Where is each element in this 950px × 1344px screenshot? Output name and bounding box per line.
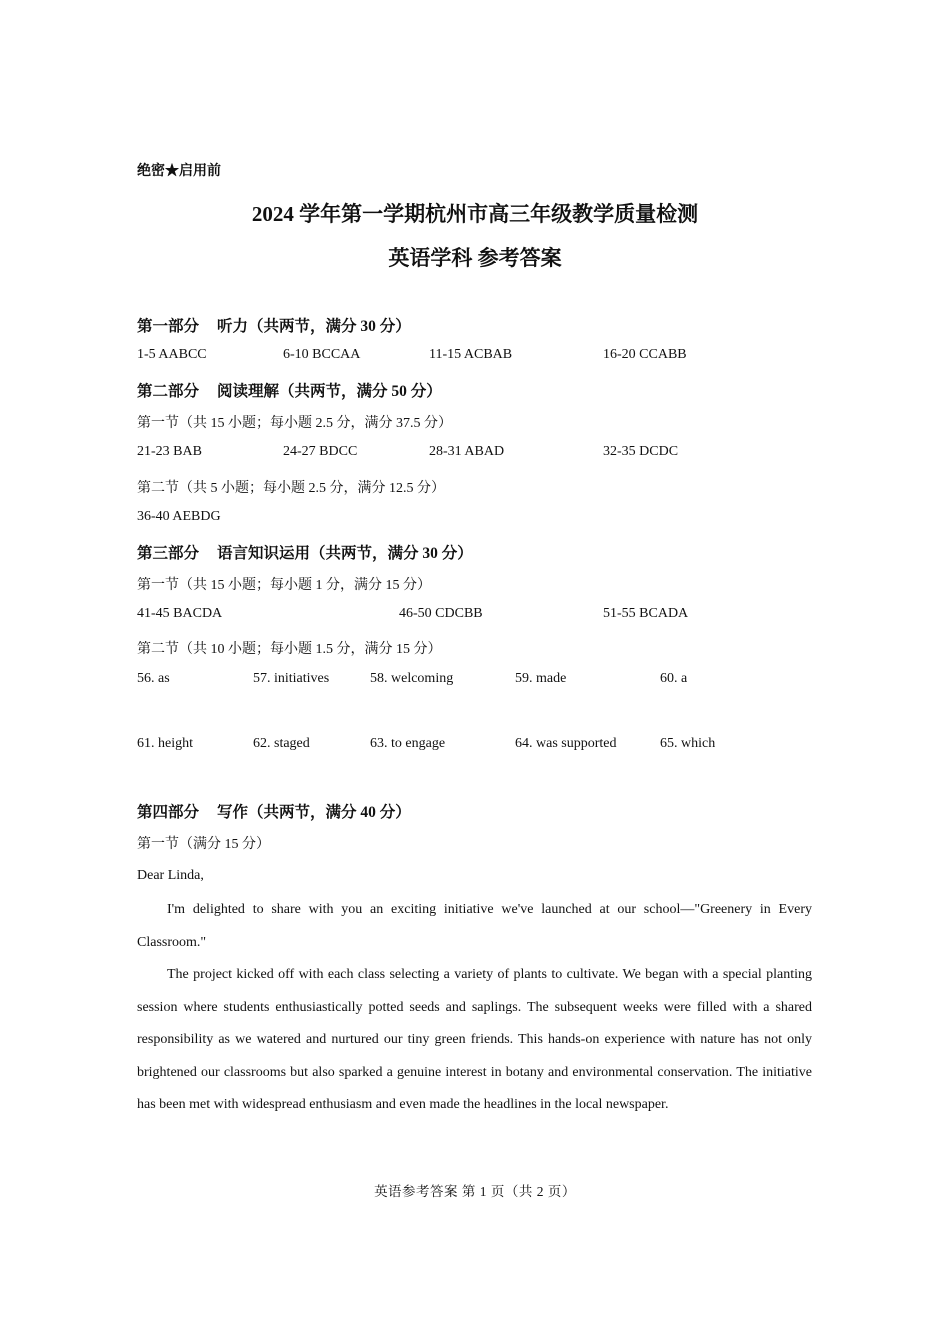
part3-section2-label: 第二节（共 10 小题；每小题 1.5 分，满分 15 分） — [137, 642, 442, 657]
part2-section1-label: 第一节（共 15 小题；每小题 2.5 分，满分 37.5 分） — [137, 416, 452, 431]
answer-cell: 1-5 AABCC — [137, 347, 207, 362]
answer-cell: 64. was supported — [515, 736, 617, 751]
part2-section1-answer-row — [0, 444, 950, 464]
part3-section2-answer-row-1 — [0, 671, 950, 691]
answer-cell: 56. as — [137, 671, 170, 686]
letter-paragraph: The project kicked off with each class selecting a variety of plants to cultivate. We began with a special planting session where students enthusiastically potted seeds and saplings. The subsequent weeks were filled with a shared responsibility as we watered and nurtured our tiny green friends. This hands-on experience with nature has not only brightened our classrooms but also sparked a genuine interest in botany and environmental conservation. The initiative has been met with widespread enthusiasm and even made the headlines in the local newspaper. — [137, 967, 812, 1112]
part1-answer-row — [0, 347, 950, 367]
part1-name: 第一部分 — [137, 318, 200, 335]
answer-cell: 63. to engage — [370, 736, 446, 751]
part3-section2-answer-row-2 — [0, 736, 950, 756]
letter-paragraph: I'm delighted to share with you an exciting initiative we've launched at our school—"Greenery in Every Classroom." — [137, 902, 812, 950]
part3-heading — [137, 541, 473, 563]
part4-section1-label: 第一节（满分 15 分） — [137, 837, 270, 852]
answer-cell: 60. a — [660, 671, 688, 686]
answer-cell: 65. which — [660, 736, 716, 751]
part4-desc: 写作（共两节，满分 40 分） — [217, 804, 411, 821]
letter-salutation: Dear Linda, — [137, 868, 204, 883]
answer-cell: 36-40 AEBDG — [137, 509, 221, 524]
part3-name: 第三部分 — [137, 545, 200, 562]
answer-cell: 61. height — [137, 736, 193, 751]
answer-cell: 58. welcoming — [370, 671, 454, 686]
part2-section2-answer-row — [0, 509, 950, 529]
part4-name: 第四部分 — [137, 804, 200, 821]
answer-cell: 28-31 ABAD — [429, 444, 505, 459]
answer-cell: 51-55 BCADA — [603, 606, 689, 621]
part1-desc: 听力（共两节，满分 30 分） — [217, 318, 411, 335]
part3-desc: 语言知识运用（共两节，满分 30 分） — [217, 545, 473, 562]
answer-cell: 6-10 BCCAA — [283, 347, 361, 362]
answer-cell: 41-45 BACDA — [137, 606, 223, 621]
answer-cell: 24-27 BDCC — [283, 444, 358, 459]
part3-section1-label: 第一节（共 15 小题；每小题 1 分，满分 15 分） — [137, 578, 431, 593]
confidential-mark: 绝密★启用前 — [137, 164, 221, 179]
document-title: 2024 学年第一学期杭州市高三年级教学质量检测 — [251, 202, 699, 226]
answer-cell: 11-15 ACBAB — [429, 347, 513, 362]
part2-heading — [137, 379, 442, 401]
answer-cell: 57. initiatives — [253, 671, 330, 686]
answer-cell: 16-20 CCABB — [603, 347, 687, 362]
sample-letter — [137, 866, 812, 1122]
part2-name: 第二部分 — [137, 383, 200, 400]
answer-cell: 59. made — [515, 671, 567, 686]
part1-heading — [137, 314, 411, 336]
answer-cell: 46-50 CDCBB — [399, 606, 483, 621]
answer-cell: 62. staged — [253, 736, 310, 751]
part4-heading — [137, 800, 411, 822]
part3-section1-answer-row — [0, 606, 950, 626]
document-subtitle: 英语学科 参考答案 — [388, 246, 562, 270]
answer-cell: 21-23 BAB — [137, 444, 202, 459]
answer-cell: 32-35 DCDC — [603, 444, 679, 459]
page-footer: 英语参考答案 第 1 页（共 2 页） — [374, 1184, 576, 1199]
part2-desc: 阅读理解（共两节，满分 50 分） — [217, 383, 442, 400]
part2-section2-label: 第二节（共 5 小题；每小题 2.5 分，满分 12.5 分） — [137, 481, 445, 496]
